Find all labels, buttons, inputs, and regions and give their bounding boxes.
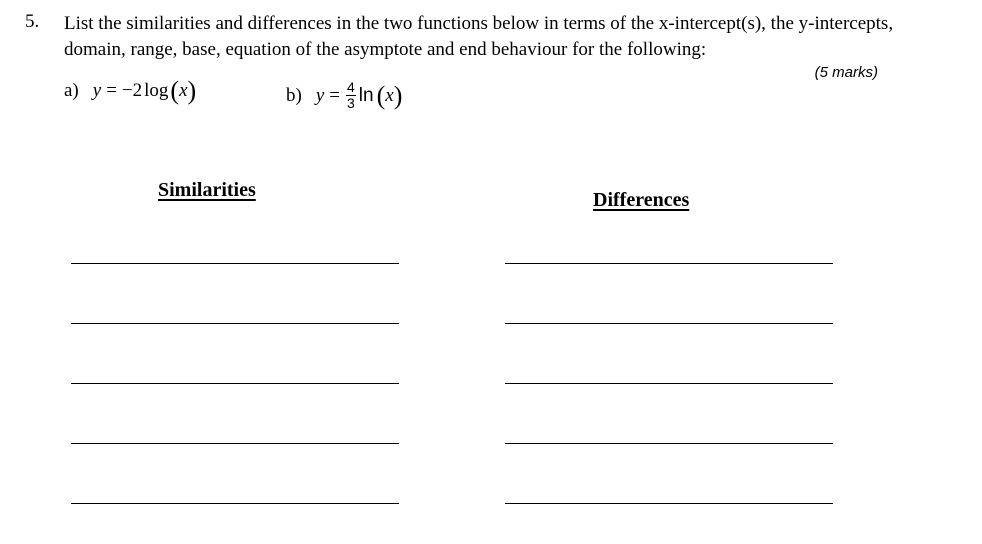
equation-b-func: ln	[358, 84, 374, 106]
similarities-answer-line[interactable]	[71, 503, 399, 504]
equation-a-close-paren: )	[187, 76, 197, 105]
similarities-answer-line[interactable]	[71, 263, 399, 264]
equation-b-label: b)	[286, 84, 302, 106]
question-text: List the similarities and differences in the two functions below in terms of the x-intercept(s), the y-intercepts, domain, range, base, equation of the asymptote and end behaviour for the following:	[64, 13, 894, 60]
similarities-answer-line[interactable]	[71, 383, 399, 384]
equation-b-fraction	[346, 80, 356, 111]
differences-answer-line[interactable]	[505, 443, 833, 444]
differences-answer-line[interactable]	[505, 263, 833, 264]
marks-label: (5 marks)	[814, 64, 878, 81]
similarities-answer-line[interactable]	[71, 443, 399, 444]
differences-answer-line[interactable]	[505, 323, 833, 324]
equation-b-open-paren: (	[376, 80, 386, 110]
equation-b-arg: x	[385, 84, 394, 106]
differences-answer-line[interactable]	[505, 503, 833, 504]
differences-heading: Differences	[593, 189, 690, 211]
equation-a-label: a)	[64, 80, 79, 101]
equation-a	[64, 76, 197, 105]
differences-answer-line[interactable]	[505, 383, 833, 384]
equation-b-var: y	[315, 84, 325, 106]
equation-a-var: y	[92, 80, 102, 101]
equation-a-arg: x	[179, 80, 188, 101]
equation-a-equals: =	[106, 80, 117, 101]
equation-a-func: log	[144, 80, 169, 101]
equation-a-open-paren: (	[170, 76, 180, 105]
equation-a-coefficient: −2	[121, 80, 143, 101]
equation-b	[286, 80, 402, 111]
equation-b-equals: =	[329, 84, 340, 106]
question-number: 5.	[25, 11, 40, 32]
equation-b-denominator: 3	[346, 95, 355, 111]
equation-b-close-paren: )	[393, 80, 403, 110]
similarities-heading: Similarities	[158, 179, 256, 201]
similarities-answer-line[interactable]	[71, 323, 399, 324]
equation-b-numerator: 4	[346, 79, 355, 95]
